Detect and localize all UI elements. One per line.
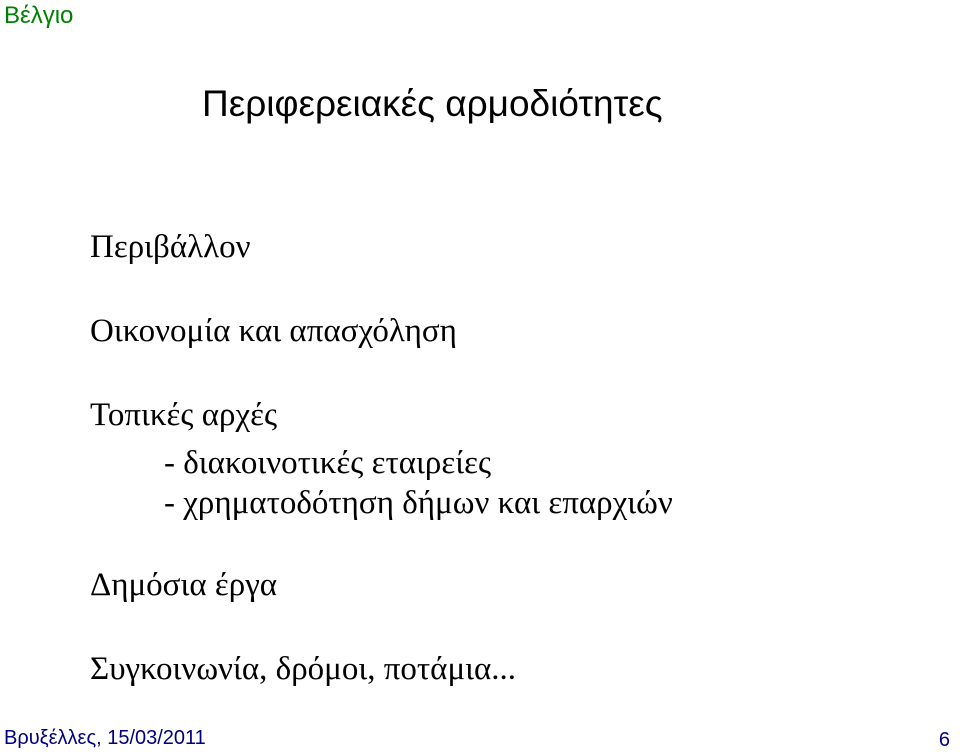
list-item-local-authorities: Τοπικές αρχές <box>90 397 278 433</box>
sub-item-intercommunal-companies: - διακοινοτικές εταιρείες <box>164 445 492 481</box>
list-item-economy-employment: Οικονομία και απασχόληση <box>90 313 457 349</box>
footer-location-date: Βρυξέλλες, 15/03/2011 <box>4 727 206 749</box>
slide-title: Περιφερειακές αρμοδιότητες <box>202 83 663 124</box>
sub-item-municipal-funding: - χρηματοδότηση δήμων και επαρχιών <box>164 485 673 521</box>
list-item-environment: Περιβάλλον <box>90 229 251 265</box>
page-number: 6 <box>938 729 950 751</box>
list-item-public-works: Δημόσια έργα <box>90 567 278 603</box>
list-item-transport: Συγκοινωνία, δρόμοι, ποτάμια... <box>90 651 517 687</box>
header-country-label: Βέλγιο <box>4 2 74 29</box>
